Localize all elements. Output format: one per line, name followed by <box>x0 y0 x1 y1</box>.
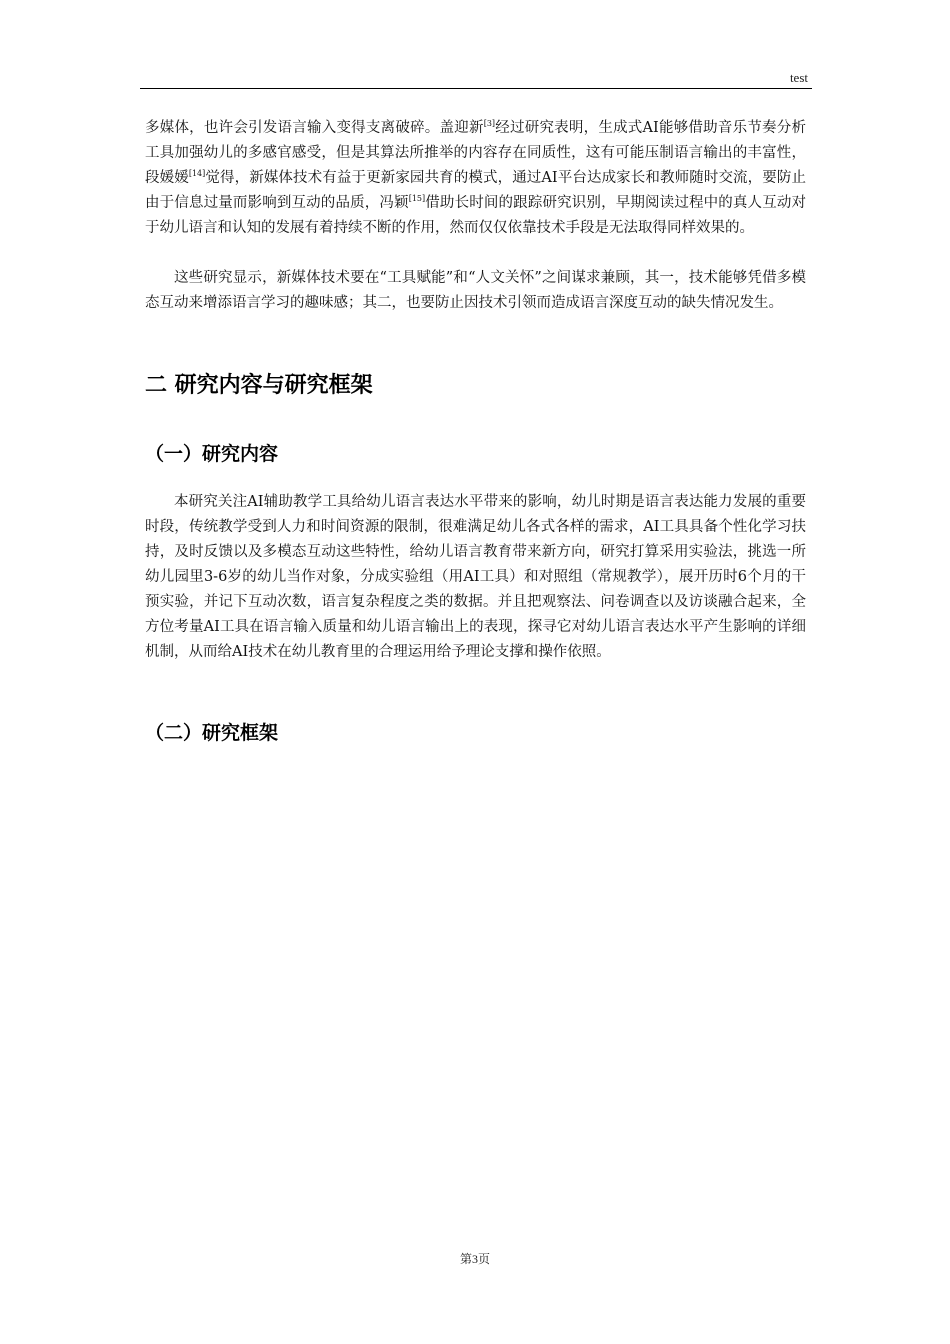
paragraph-text: 觉得，新媒体技术有益于更新家园共育的模式，通过AI平台达成家长和教师随时交流，要防止由于信息过量而影响到互动的品质，冯颖 <box>145 170 807 211</box>
paragraph-text: 借助长时间的跟踪研究识别，早期阅读过程中的真人互动对于幼儿语言和认知的发展有着持续不断的作用，然而仅仅依靠技术手段是无法取得同样效果的。 <box>145 195 807 236</box>
paragraph-research-content: 本研究关注AI辅助教学工具给幼儿语言表达水平带来的影响，幼儿时期是语言表达能力发展的重要时段，传统教学受到人力和时间资源的限制，很难满足幼儿各式各样的需求，AI工具具备个性化学习扶持，及时反馈以及多模态互动这些特性，给幼儿语言教育带来新方向，研究打算采用实验法，挑选一所幼儿园里3-6岁的幼儿当作对象，分成实验组（用AI工具）和对照组（常规教学），展开历时6个月的干预实验，并记下互动次数，语言复杂程度之类的数据。并且把观察法、问卷调查以及访谈融合起来，全方位考量AI工具在语言输入质量和幼儿语言输出上的表现，探寻它对幼儿语言表达水平产生影响的详细机制，从而给AI技术在幼儿教育里的合理运用给予理论支撑和操作依照。 <box>145 494 806 660</box>
citation-ref: [15] <box>408 194 426 203</box>
citation-ref: [14] <box>188 169 206 178</box>
paragraph-literature-review <box>145 116 806 241</box>
header-rule <box>140 88 812 89</box>
section-heading: 二 研究内容与研究框架 <box>145 373 373 398</box>
subsection-heading-content: （一）研究内容 <box>145 443 279 465</box>
subsection-heading-framework: （二）研究框架 <box>145 722 279 744</box>
page-number: 第3页 <box>459 1252 490 1266</box>
citation-ref: [3] <box>483 119 496 128</box>
paragraph-text: 多媒体，也许会引发语言输入变得支离破碎。盖迎新 <box>145 120 484 136</box>
paragraph-text: 经过研究表明，生成式AI能够借助音乐节奏分析工具加强幼儿的多感官感受，但是其算法所推举的内容存在同质性，这有可能压制语言输出的丰富性，段媛媛 <box>145 120 806 186</box>
header-label: test <box>789 70 808 85</box>
paragraph-summary: 这些研究显示，新媒体技术要在“工具赋能”和“人文关怀”之间谋求兼顾，其一，技术能够凭借多模态互动来增添语言学习的趣味感；其二，也要防止因技术引领而造成语言深度互动的缺失情况发生。 <box>145 270 806 311</box>
